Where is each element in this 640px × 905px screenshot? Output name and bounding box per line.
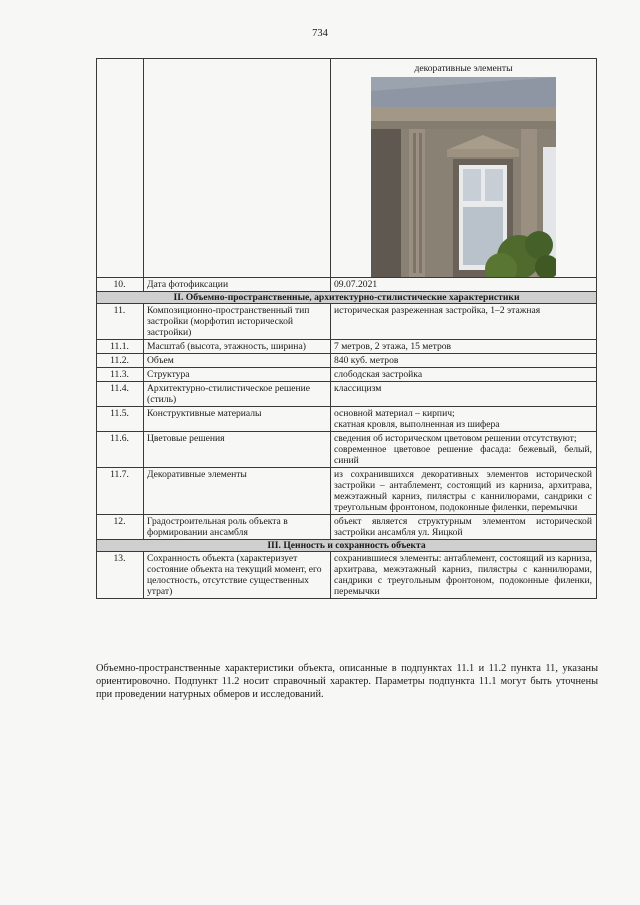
- row-value: 09.07.2021: [331, 278, 597, 292]
- row-label: Архитектурно-стилистическое решение (стиль): [144, 382, 331, 407]
- row-number: 10.: [97, 278, 144, 292]
- row-label: Структура: [144, 368, 331, 382]
- row-value: слободская застройка: [331, 368, 597, 382]
- photo-cell: [331, 59, 597, 278]
- footnote: Объемно-пространственные характеристики объекта, описанные в подпунктах 11.1 и 11.2 пункта 11, указаны ориентировочно. Подпункт 11.2 носит справочный характер. Параметры подпункта 11.1 могут быть уточнены при проведении натурных обмеров и исследований.: [96, 663, 598, 700]
- row-value: объект является структурным элементом исторической застройки ансамбля ул. Яицкой: [331, 515, 597, 540]
- row-label: Декоративные элементы: [144, 468, 331, 515]
- row-number: 11.2.: [97, 354, 144, 368]
- section-header-row: [97, 292, 597, 304]
- table-row: [97, 552, 597, 599]
- row-label: Дата фотофиксации: [144, 278, 331, 292]
- row-label: Масштаб (высота, этажность, ширина): [144, 340, 331, 354]
- table-row: [97, 432, 597, 468]
- row-label: Композиционно-пространственный тип застройки (морфотип исторической застройки): [144, 304, 331, 340]
- table-row: [97, 304, 597, 340]
- row-value: 7 метров, 2 этажа, 15 метров: [331, 340, 597, 354]
- table-row: [97, 515, 597, 540]
- row-value: историческая разреженная застройка, 1–2 этажная: [331, 304, 597, 340]
- row-number: 11.: [97, 304, 144, 340]
- photo-row: [97, 59, 597, 278]
- table-row: [97, 278, 597, 292]
- table-row: [97, 468, 597, 515]
- row-label: Конструктивные материалы: [144, 407, 331, 432]
- row-label: Объем: [144, 354, 331, 368]
- empty-cell: [144, 59, 331, 278]
- facade-photo: [371, 77, 556, 277]
- section-header-row: [97, 540, 597, 552]
- row-label: Цветовые решения: [144, 432, 331, 468]
- row-number: 11.1.: [97, 340, 144, 354]
- row-value-line: основной материал – кирпич;: [334, 408, 455, 419]
- row-label: Градостроительная роль объекта в формировании ансамбля: [144, 515, 331, 540]
- photo-caption: декоративные элементы: [414, 63, 513, 74]
- page-number: 734: [312, 28, 328, 39]
- table-row: [97, 368, 597, 382]
- row-label: Сохранность объекта (характеризует состояние объекта на текущий момент, его целостность, отсутствие существенных утрат): [144, 552, 331, 599]
- row-value-line: современное цветовое решение фасада: бежевый, белый, синий: [334, 444, 592, 466]
- row-number: 11.3.: [97, 368, 144, 382]
- row-value-line: скатная кровля, выполненная из шифера: [334, 419, 500, 430]
- row-number: 11.7.: [97, 468, 144, 515]
- row-value: [331, 432, 597, 468]
- facade-photo-image: [371, 77, 556, 277]
- row-number: 13.: [97, 552, 144, 599]
- row-value: из сохранившихся декоративных элементов исторической застройки – антаблемент, состоящий из карниза, архитрава, межэтажный карниз, пилястры с каннилюрами, сандрики с треугольным фронтоном, подоконные филенки, перемычки: [331, 468, 597, 515]
- row-value: классицизм: [331, 382, 597, 407]
- table-row: [97, 354, 597, 368]
- empty-cell: [97, 59, 144, 278]
- row-value: сохранившиеся элементы: антаблемент, состоящий из карниза, архитрава, межэтажный карниз, пилястры с каннилюрами, сандрики с треугольным фронтоном, подоконные филенки, перемычки: [331, 552, 597, 599]
- characteristics-table: [96, 58, 597, 599]
- row-number: 11.6.: [97, 432, 144, 468]
- row-number: 11.4.: [97, 382, 144, 407]
- row-value: [331, 407, 597, 432]
- table-row: [97, 407, 597, 432]
- table-row: [97, 340, 597, 354]
- section-title: III. Ценность и сохранность объекта: [97, 540, 597, 552]
- table-row: [97, 382, 597, 407]
- row-value-line: сведения об историческом цветовом решении отсутствуют;: [334, 433, 577, 444]
- section-title: II. Объемно-пространственные, архитектурно-стилистические характеристики: [97, 292, 597, 304]
- row-number: 12.: [97, 515, 144, 540]
- row-value: 840 куб. метров: [331, 354, 597, 368]
- row-number: 11.5.: [97, 407, 144, 432]
